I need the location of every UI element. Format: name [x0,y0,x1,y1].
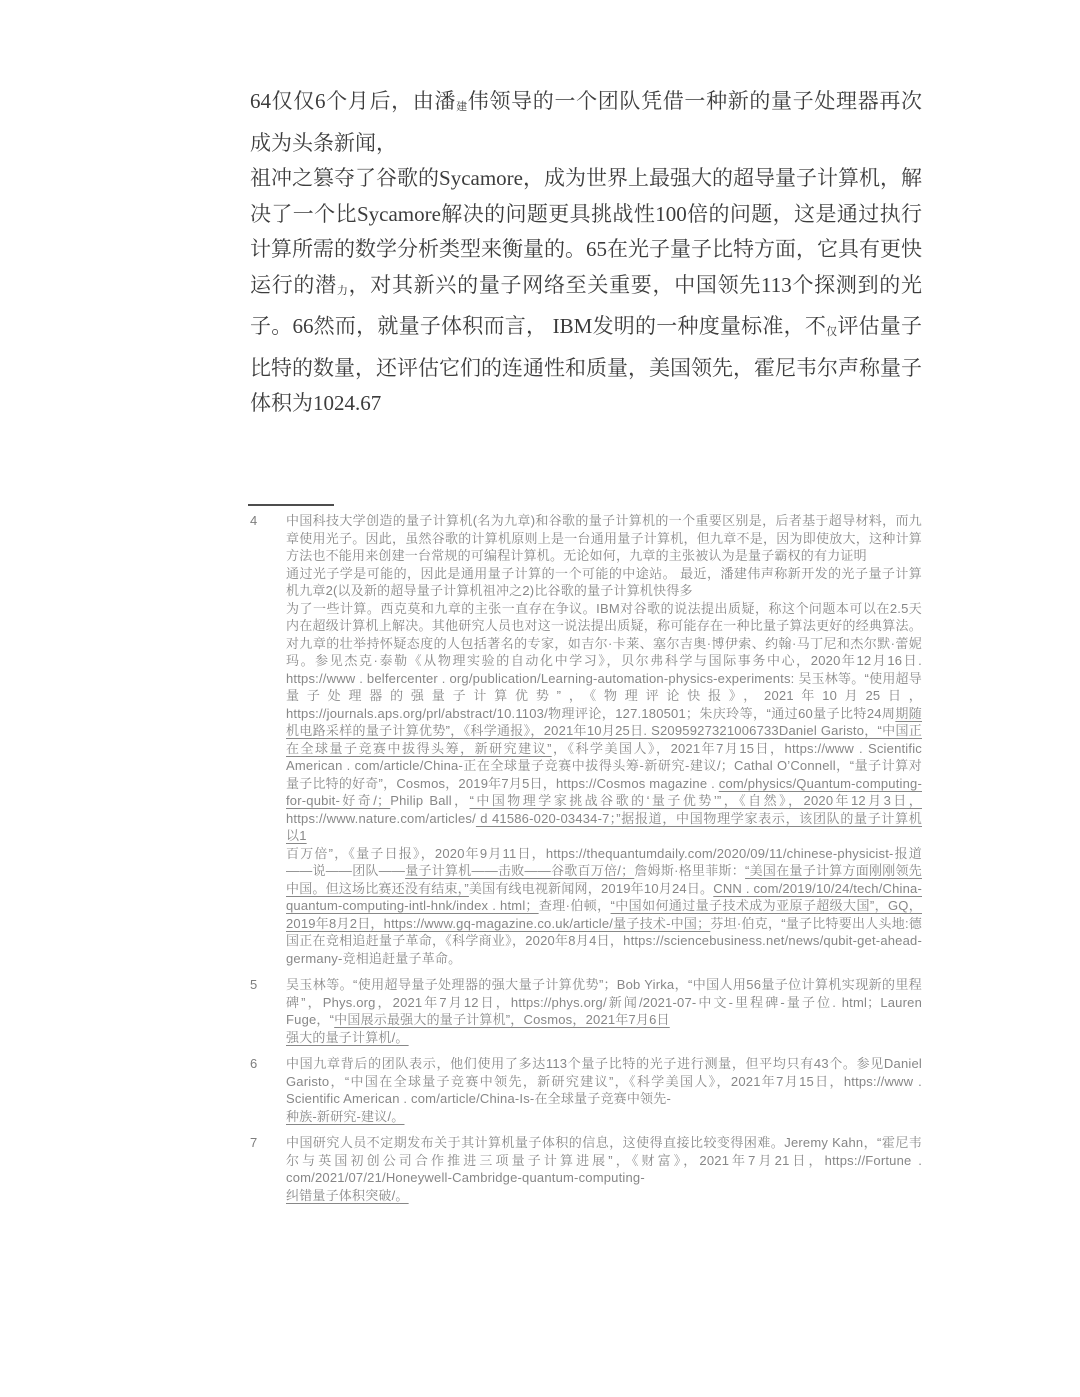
footnote-marker: 5 [250,977,258,992]
reference-link-text[interactable]: “中国如何通过量子技术成为亚原子超级大国”，GQ，2019年8月2日，https://www.gq-magazine.co.uk/article/量子技术-中国； [286,898,922,931]
text-run: 伟领导的一个团队凭借一种新的量子处理器再次成为头条新闻， [250,89,923,155]
footnote [250,976,922,1046]
footnote-text [286,976,922,1046]
text-run: 评估量子比特的数量，还评估它们的连通性和质量，美国领先，霍尼韦尔声称量子体积为1024.67 [250,314,923,415]
text-run: 为了一些计算。西克莫和九章的主张一直存在争议。IBM对谷歌的说法提出质疑，称这个问题本可以在2.5天内在超级计算机上解决。其他研究人员也对这一说法提出质疑，称可能存在一种比量子算法更好的经典算法。对九章的壮举持怀疑态度的人包括著名的专家，如吉尔·卡莱、塞尔吉奥·博伊索、约翰·马丁尼和杰尔默·蕾妮玛。参见杰克·泰勒《从物理实验的自动化中学习》，贝尔弗科学与国际事务中心，2020年12月16日. https://www . belfercenter . org/publication/Learning-automation-physics-experiments: 吴玉林等。“使用超导量子处理器的强量子计算优势”，《物理评论快报》，2021年10月25日，https://journals.aps.org/prl/abstract/10.1103/物理评论，127.180501；朱庆玲等，“通过60量子比特24周 [286,600,922,721]
footnotes-section [250,512,922,1213]
reference-link-text[interactable]: 种族-新研究-建议/。 [286,1108,405,1124]
footnote [250,1055,922,1125]
reference-link-text[interactable]: 期随机电路采样的量子计算优势”，《科学通报》，2021年10月25日. S2095927321006733Daniel Garisto，“中国正在全球量子竞赛中拔得头筹，新研究建议” [286,705,922,756]
text-run: 64仅仅6个月后，由潘 [250,89,457,113]
footnote-marker: 4 [250,513,258,528]
footnote-text [286,1055,922,1125]
body-paragraph [250,161,922,422]
text-run: Philip Ball， [390,793,470,808]
reference-link-text[interactable]: 中国展示最强大的量子计算机”，Cosmos，2021年7月6日 [334,1012,670,1027]
text-run: 芬坦·伯克，“量子比特要出人头地:德国正在竞相追赶量子革命，《科学商业》，2020年8月4日，https://sciencebusiness.net/news/qubit-get-ahead-germany-竞相追赶量子革命。 [286,915,923,966]
footnote-marker: 7 [250,1135,258,1150]
text-run: 中国九章背后的团队表示，他们使用了多达113个量子比特的光子进行测量，但平均只有43个。参见Daniel Garisto，“中国在全球量子竞赛中领先，新研究建议”，《科学美国人》，2021年7月15日，https://www . Scientific American . com/article/China-Is-在全球量子竞赛中领先- [286,1056,922,1106]
text-run: https://www.nature.com/articles/ [286,810,476,826]
footnote [250,512,922,967]
text-run: 百万倍”，《量子日报》，2020年9月11日，https://thequantumdaily.com/2020/09/11/chinese-physicist-报道——说——团队—— [286,845,922,878]
footnote-text [286,512,922,967]
text-run: 建 [456,101,468,113]
footnote [250,1134,922,1204]
text-run: 中国研究人员不定期发布关于其计算机量子体积的信息，这使得直接比较变得困难。Jeremy Kahn，“霍尼韦尔与英国初创公司合作推进三项量子计算进展”，《财富》，2021年7月21日，https://Fortune . com/2021/07/21/Honeywell-Cambridge-quantum-computing- [286,1135,922,1185]
text-run: 力 [336,284,349,297]
text-run: 美国有线电视新闻网，2019年10月24日。 [468,880,714,896]
reference-link-text[interactable]: “美国在量子计算方面刚刚领先中国。但这场比赛还没有结束，” [286,863,922,896]
reference-link-text[interactable]: CNN . com/2019/10/24/tech/China-quantum-computing-intl-hnk/index . html； [286,880,922,913]
body-paragraph [250,84,922,161]
reference-link-text[interactable]: 纠错量子体积突破/。 [286,1187,409,1203]
reference-link-text[interactable]: “中国物理学家挑战谷歌的‘量子优势’”，《自然》，2020年12月3日， [469,793,922,808]
footnote-marker: 6 [250,1056,258,1071]
text-run: ，对其新兴的量子网络至关重要，中国领先113个探测到的光子。66然而，就量子体积而言， IBM发明的一种度量标准，不 [250,272,923,338]
text-run: 祖冲之篡夺了谷歌的Sycamore，成为世界上最强大的超导量子计算机，解决了一个比Sycamore解决的问题更具挑战性100倍的问题，这是通过执行计算所需的数学分析类型来衡量的。65在光子量子比特方面，它具有更快运行的潜 [250,166,922,297]
text-run: 通过光子学是可能的，因此是通用量子计算的一个可能的中途站。 最近，潘建伟声称新开发的光子量子计算机九章2(以及新的超导量子计算机祖冲之2)比谷歌的量子计算机快得多 [286,565,922,598]
footnote-separator [248,504,334,506]
reference-link-text[interactable]: d 41586-020-03434-7；”据报道，中国物理学家表示，该团队的量子计算机以1 [286,810,922,843]
reference-link-text[interactable]: com/physics/Quantum-computing-for-qubit-好奇/； [286,775,922,808]
reference-link-text[interactable]: 强大的量子计算机/。 [286,1029,409,1045]
reference-link-text[interactable]: 量子计算机——击败——谷歌百万倍/； [405,863,635,878]
text-run: ，《科学美国人》，2021年7月15日，https://www . Scientific American . com/article/China-正在全球量子竞赛中拔得头筹-新研究-建议/；Cathal O’Connell，“量子计算对量子比特的好奇”，Cosmos，2019年7月5日，https://Cosmos magazine . [286,740,922,791]
text-run: 查理·伯顿， [538,898,611,913]
text-run: 吴玉林等。“使用超导量子处理器的强大量子计算优势”；Bob Yirka，“中国人用56量子位计算机实现新的里程碑”，Phys.org，2021年7月12日，https://phys.org/新闻/2021-07-中文-里程碑-量子位. html；Lauren Fuge，“ [286,977,922,1027]
text-run: 詹姆斯·格里菲斯： [634,863,746,878]
text-run: 中国科技大学创造的量子计算机(名为九章)和谷歌的量子计算机的一个重要区别是，后者基于超导材料，而九章使用光子。因此，虽然谷歌的计算机原则上是一台通用量子计算机，但九章不是，因为即使放大，这种计算方法也不能用来创建一台常规的可编程计算机。无论如何，九章的主张被认为是量子霸权的有力证明 [286,513,922,563]
body-text [250,84,922,422]
text-run: 仅 [826,326,838,338]
footnote-text [286,1134,922,1204]
